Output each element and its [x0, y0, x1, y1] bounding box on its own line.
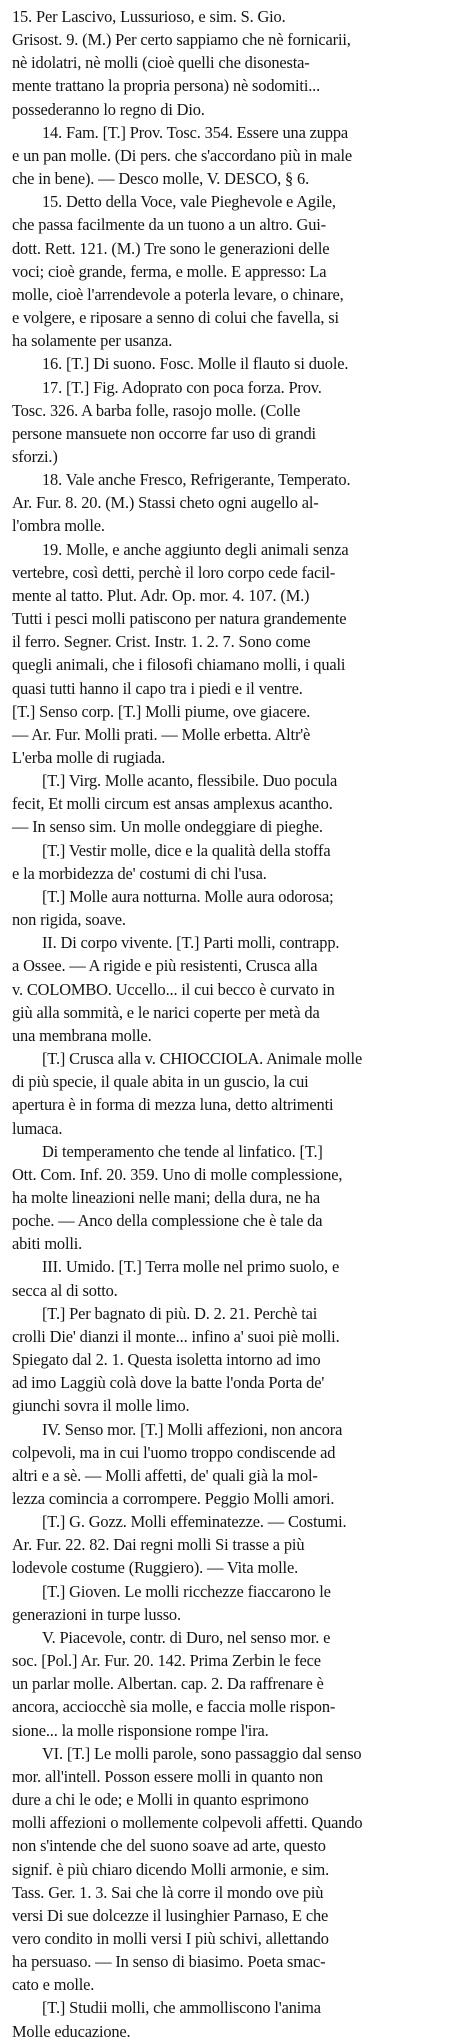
text-line: 14. Fam. [T.] Prov. Tosc. 354. Essere una zuppa	[42, 122, 349, 142]
text-line: Spiegato dal 2. 1. Questa isoletta intorno ad imo	[12, 1350, 321, 1370]
text-line: abiti molli.	[12, 1234, 83, 1254]
text-line: Tutti i pesci molli patiscono per natura grandemente	[12, 609, 347, 629]
text-line: [T.] Gioven. Le molli ricchezze fiaccarono le	[42, 1581, 331, 1601]
text-line: e un pan molle. (Di pers. che s'accordano più in male	[12, 145, 352, 165]
text-line: quegli animali, che i filosofi chiamano molli, i quali	[12, 655, 346, 675]
text-line: 18. Vale anche Fresco, Refrigerante, Temperato.	[42, 470, 351, 490]
text-line: versi Di sue dolcezze il lusinghier Parnaso, E che	[12, 1905, 329, 1925]
text-line: non s'intende che del suono soave ad arte, questo	[12, 1836, 326, 1856]
text-line: voci; cioè grande, ferma, e molle. E appresso: La	[12, 261, 327, 281]
text-line: mor. all'intell. Posson essere molli in quanto non	[12, 1766, 323, 1786]
text-line: apertura è in forma di mezza luna, detto altrimenti	[12, 1095, 334, 1115]
text-line: 19. Molle, e anche aggiunto degli animali senza	[42, 539, 349, 559]
text-line: Ott. Com. Inf. 20. 359. Uno di molle complessione,	[12, 1164, 343, 1184]
text-line: ha molte lineazioni nelle mani; della dura, ne ha	[12, 1187, 321, 1207]
text-line: un parlar molle. Albertan. cap. 2. Da raffrenare è	[12, 1674, 324, 1694]
text-line: persone mansuete non occorre far uso di grandi	[12, 423, 316, 443]
text-line: crolli Die' dianzi il monte... infino a' suoi piè molli.	[12, 1326, 340, 1346]
text-line: 15. Detto della Voce, vale Pieghevole e Agile,	[42, 192, 336, 212]
text-line: — In senso sim. Un molle ondeggiare di pieghe.	[12, 817, 323, 837]
text-line: [T.] Virg. Molle acanto, flessibile. Duo pocula	[42, 771, 338, 791]
text-line: Tass. Ger. 1. 3. Sai che là corre il mondo ove più	[12, 1882, 324, 1902]
text-line: altri e a sè. — Molli affetti, de' quali già la mol-	[12, 1465, 318, 1485]
text-line: che in bene). — Desco molle, V. DESCO, § 6.	[12, 169, 310, 189]
text-line: ancora, acciocchè sia molle, e faccia molle rispon-	[12, 1697, 336, 1717]
text-line: dott. Rett. 121. (M.) Tre sono le generazioni delle	[12, 238, 330, 258]
text-line: [T.] G. Gozz. Molli effeminatezze. — Costumi.	[42, 1512, 347, 1532]
text-line: vero condito in molli versi I più schivi, allettando	[12, 1928, 329, 1948]
text-line: [T.] Senso corp. [T.] Molli piume, ove giacere.	[12, 701, 311, 721]
text-line: il ferro. Segner. Crist. Instr. 1. 2. 7. Sono come	[12, 632, 311, 652]
text-line: Grisost. 9. (M.) Per certo sappiamo che nè fornicarii,	[12, 30, 351, 50]
text-line: e la morbidezza de' costumi di chi l'usa.	[12, 863, 267, 883]
text-line: non rigida, soave.	[12, 910, 126, 930]
text-line: lumaca.	[12, 1118, 63, 1138]
text-line: [T.] Crusca alla v. CHIOCCIOLA. Animale molle	[42, 1049, 363, 1069]
text-line: V. Piacevole, contr. di Duro, nel senso mor. e	[42, 1627, 331, 1647]
text-line: ad imo Laggiù colà dove la batte l'onda Porta de'	[12, 1373, 325, 1393]
text-line: fecit, Et molli circum est ansas amplexus acantho.	[12, 794, 333, 814]
text-line: mente al tatto. Plut. Adr. Op. mor. 4. 107. (M.)	[12, 585, 310, 605]
text-line: colpevoli, ma in cui l'uomo troppo condiscende ad	[12, 1442, 336, 1462]
text-line: Ar. Fur. 8. 20. (M.) Stassi cheto ogni augello al-	[12, 493, 319, 513]
text-line: L'erba molle di rugiada.	[12, 748, 166, 767]
text-line: dure a chi le ode; e Molli in quanto esprimono	[12, 1790, 309, 1810]
text-line: giù alla sommità, e le narici coperte per metà da	[12, 1002, 320, 1022]
text-line: 15. Per Lascivo, Lussurioso, e sim. S. Gio.	[12, 7, 286, 26]
text-line: che passa facilmente da un tuono a un altro. Gui-	[12, 215, 326, 235]
text-line: molli affezioni o mollemente colpevoli affetti. Quando	[12, 1813, 363, 1833]
text-line: III. Umido. [T.] Terra molle nel primo suolo, e	[42, 1257, 340, 1277]
text-line: IV. Senso mor. [T.] Molli affezioni, non ancora	[42, 1419, 343, 1439]
text-line: una membrana molle.	[12, 1025, 152, 1045]
text-line: [T.] Vestir molle, dice e la qualità della stoffa	[42, 840, 331, 860]
text-line: [T.] Molle aura notturna. Molle aura odorosa;	[42, 886, 334, 906]
text-line: quasi tutti hanno il capo tra i piedi e il ventre.	[12, 678, 303, 698]
text-line: signif. è più chiaro dicendo Molli armonie, e sim.	[12, 1859, 330, 1879]
text-line: v. COLOMBO. Uccello... il cui becco è curvato in	[12, 979, 335, 999]
text-line: poche. — Anco della complessione che è tale da	[12, 1211, 323, 1231]
text-line: — Ar. Fur. Molli prati. — Molle erbetta. Altr'è	[12, 724, 311, 744]
text-line: molle, cioè l'arrendevole a poterla levare, o chinare,	[12, 284, 344, 304]
text-line: nè idolatri, nè molli (cioè quelli che disonesta-	[12, 53, 310, 73]
text-line: sione... la molle risponsione rompe l'ira.	[12, 1720, 269, 1740]
text-line: II. Di corpo vivente. [T.] Parti molli, contrapp.	[42, 933, 340, 953]
text-line: di più specie, il quale abita in un guscio, la cui	[12, 1072, 309, 1092]
text-line: soc. [Pol.] Ar. Fur. 20. 142. Prima Zerbin le fece	[12, 1651, 321, 1671]
text-line: ha solamente per usanza.	[12, 331, 173, 351]
text-line: VI. [T.] Le molli parole, sono passaggio dal senso	[42, 1743, 362, 1763]
text-line: [T.] Studii molli, che ammolliscono l'anima	[42, 1998, 321, 2018]
text-line: secca al di sotto.	[12, 1280, 118, 1300]
text-line: cato e molle.	[12, 1975, 95, 1995]
text-line: lodevole costume (Ruggiero). — Vita molle.	[12, 1558, 299, 1578]
text-line: 17. [T.] Fig. Adoprato con poca forza. Prov.	[42, 377, 322, 397]
text-line: 16. [T.] Di suono. Fosc. Molle il flauto si duole.	[42, 354, 349, 374]
text-line: Di temperamento che tende al linfatico. [T.]	[42, 1141, 323, 1161]
text-line: Ar. Fur. 22. 82. Dai regni molli Si trasse a più	[12, 1535, 305, 1555]
text-line: a Ossee. — A rigide e più resistenti, Crusca alla	[12, 956, 318, 976]
text-line: l'ombra molle.	[12, 516, 105, 536]
text-line: generazioni in turpe lusso.	[12, 1604, 181, 1624]
text-line: [T.] Per bagnato di più. D. 2. 21. Perchè tai	[42, 1303, 318, 1323]
text-line: vertebre, così detti, perchè il loro corpo cede facil-	[12, 562, 336, 582]
text-line: Molle educazione.	[12, 2021, 131, 2041]
text-line: sforzi.)	[12, 446, 58, 466]
text-line: lezza comincia a corrompere. Peggio Molli amori.	[12, 1489, 335, 1508]
text-line: ha persuaso. — In senso di biasimo. Poeta smac-	[12, 1952, 326, 1972]
text-line: mente trattano la propria persona) nè sodomiti...	[12, 76, 321, 96]
text-line: e volgere, e riposare a senno di colui che favella, si	[12, 308, 339, 328]
text-line: Tosc. 326. A barba folle, rasojo molle. (Colle	[12, 400, 301, 420]
text-line: giunchi sovra il molle limo.	[12, 1396, 190, 1416]
text-line: possederanno lo regno di Dio.	[12, 99, 205, 119]
